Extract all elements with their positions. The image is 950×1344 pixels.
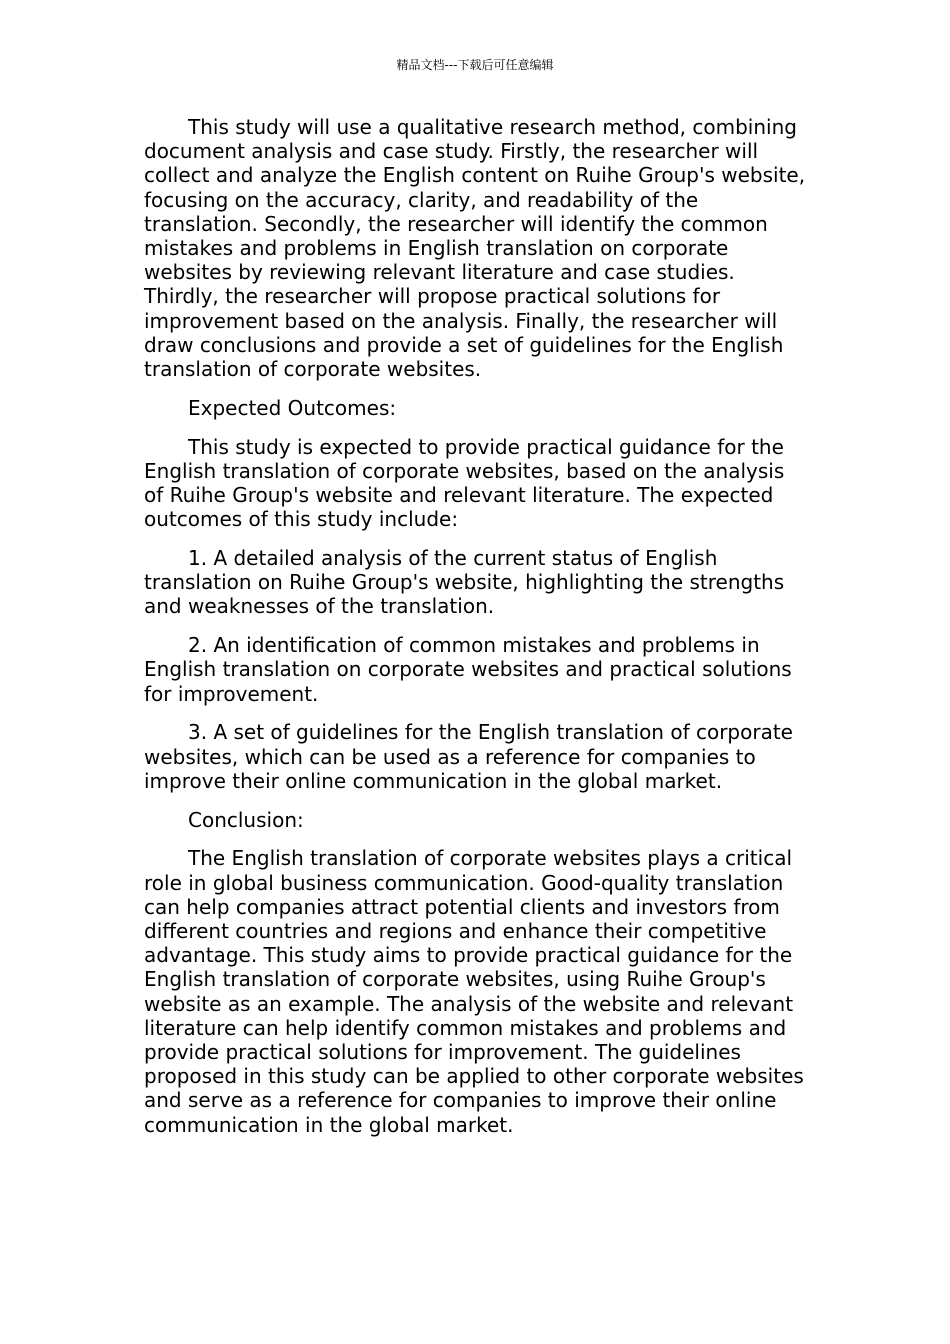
paragraph-conclusion: The English translation of corporate websites plays a critical role in global business communication. Good-quality translation can help companies attract potential clients and investors from different countries and regions and enhance their competitive advantage. This study aims to provide practical guidance for the English translation of corporate websites, using Ruihe Group's website as an example. The analysis of the website and relevant literature can help identify common mistakes and problems and provide practical solutions for improvement. The guidelines proposed in this study can be applied to other corporate websites and serve as a reference for companies to improve their online communication in the global market.: [144, 846, 804, 1137]
heading-expected-outcomes: Expected Outcomes:: [188, 395, 397, 420]
page-header: 精品文档---下载后可任意编辑: [396, 58, 554, 72]
paragraph-expected-outcomes-intro: This study is expected to provide practical guidance for the English translation of corporate websites, based on the analysis of Ruihe Group's website and relevant literature. The expected outcomes of this study include:: [144, 434, 785, 532]
outcome-item-3: 3. A set of guidelines for the English translation of corporate websites, which can be used as a reference for companies to improve their online communication in the global market.: [144, 720, 793, 793]
paragraph-methodology: This study will use a qualitative research method, combining document analysis and case study. Firstly, the researcher will collect and analyze the English content on Ruihe Group's website, focusing on the accuracy, clarity, and readability of the translation. Secondly, the researcher will identify the common mistakes and problems in English translation on corporate websites by reviewing relevant literature and case studies. Thirdly, the researcher will propose practical solutions for improvement based on the analysis. Finally, the researcher will draw conclusions and provide a set of guidelines for the English translation of corporate websites.: [144, 115, 806, 382]
document-body: [144, 115, 808, 1151]
outcome-item-1: 1. A detailed analysis of the current status of English translation on Ruihe Group's website, highlighting the strengths and weaknesses of the translation.: [144, 546, 785, 619]
outcome-item-2: 2. An identification of common mistakes and problems in English translation on corporate websites and practical solutions for improvement.: [144, 633, 792, 706]
heading-conclusion: Conclusion:: [188, 807, 304, 832]
